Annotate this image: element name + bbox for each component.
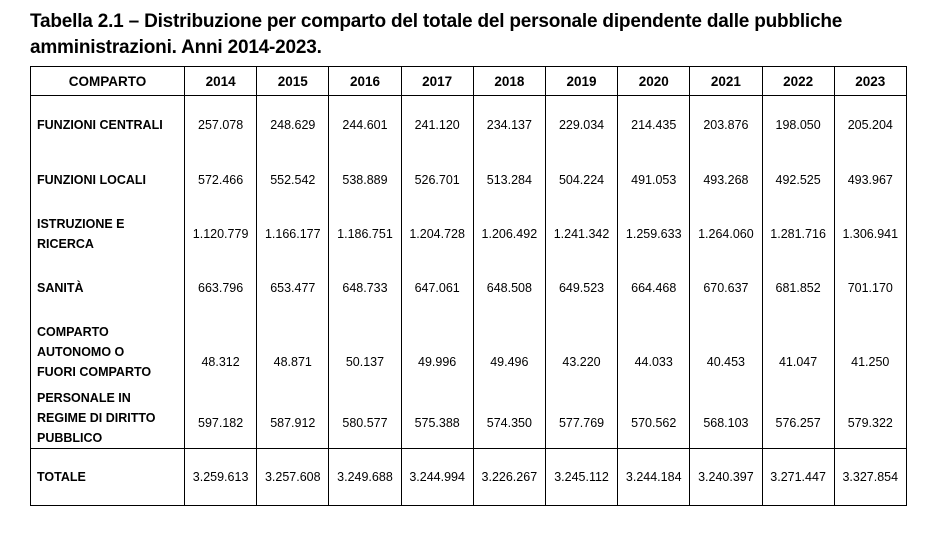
row-sanita: [31, 262, 907, 314]
row-label: [31, 262, 185, 314]
table-cell: 248.629: [257, 96, 329, 154]
row-istruzione-ricerca: [31, 206, 907, 262]
table-cell: 234.137: [473, 96, 545, 154]
table-cell: 670.637: [690, 262, 762, 314]
header-row: [31, 67, 907, 96]
row-label-line: FUORI COMPARTO: [37, 365, 152, 379]
column-header-year: 2018: [473, 67, 545, 96]
table-cell: 663.796: [185, 262, 257, 314]
row-funzioni-locali: [31, 154, 907, 206]
table-cell: 597.182: [185, 388, 257, 449]
table-cell: 491.053: [618, 154, 690, 206]
row-label: [31, 314, 185, 388]
table-cell: 1.281.716: [762, 206, 834, 262]
table-cell: 701.170: [834, 262, 906, 314]
table-cell: 580.577: [329, 388, 401, 449]
table-cell: 40.453: [690, 314, 762, 388]
row-label: [31, 154, 185, 206]
row-label-line: SANITÀ: [37, 280, 84, 295]
row-label-line: AUTONOMO O: [37, 345, 125, 359]
total-cell: 3.240.397: [690, 448, 762, 505]
table-title: Tabella 2.1 – Distribuzione per comparto del totale del personale dipendente dalle pubbliche amministrazioni. Anni 2014-2023.: [30, 11, 843, 58]
table-cell: 568.103: [690, 388, 762, 449]
table-cell: 1.206.492: [473, 206, 545, 262]
total-cell: 3.259.613: [185, 448, 257, 505]
total-cell: 3.226.267: [473, 448, 545, 505]
table-cell: 587.912: [257, 388, 329, 449]
total-cell: 3.244.994: [401, 448, 473, 505]
table-cell: 538.889: [329, 154, 401, 206]
column-header-year: 2020: [618, 67, 690, 96]
table-cell: 50.137: [329, 314, 401, 388]
row-personale-diritto-pubblico: [31, 388, 907, 449]
row-totale: [31, 448, 907, 505]
table-cell: 44.033: [618, 314, 690, 388]
table-cell: 513.284: [473, 154, 545, 206]
row-label-line: RICERCA: [37, 236, 94, 251]
table-cell: 49.996: [401, 314, 473, 388]
column-header-year: 2019: [545, 67, 617, 96]
table-cell: 579.322: [834, 388, 906, 449]
table-cell: 214.435: [618, 96, 690, 154]
column-header-year: 2017: [401, 67, 473, 96]
row-label-line: PUBBLICO: [37, 430, 103, 445]
table-cell: 203.876: [690, 96, 762, 154]
table-cell: 526.701: [401, 154, 473, 206]
table-cell: 572.466: [185, 154, 257, 206]
table-cell: 648.733: [329, 262, 401, 314]
table-cell: 43.220: [545, 314, 617, 388]
table-cell: 664.468: [618, 262, 690, 314]
table-cell: 198.050: [762, 96, 834, 154]
total-cell: 3.327.854: [834, 448, 906, 505]
total-label: TOTALE: [31, 448, 185, 505]
table-cell: 647.061: [401, 262, 473, 314]
column-header-year: 2022: [762, 67, 834, 96]
row-label: [31, 206, 185, 262]
table-cell: 1.186.751: [329, 206, 401, 262]
table-cell: 1.264.060: [690, 206, 762, 262]
column-header-comparto: COMPARTO: [31, 67, 185, 96]
table-cell: 649.523: [545, 262, 617, 314]
table-cell: 681.852: [762, 262, 834, 314]
table-cell: 41.250: [834, 314, 906, 388]
column-header-year: 2014: [185, 67, 257, 96]
table-cell: 1.166.177: [257, 206, 329, 262]
row-label-line: PERSONALE IN: [37, 390, 131, 405]
total-cell: 3.257.608: [257, 448, 329, 505]
table-cell: 576.257: [762, 388, 834, 449]
table-cell: 1.306.941: [834, 206, 906, 262]
table-cell: 493.268: [690, 154, 762, 206]
table-cell: 41.047: [762, 314, 834, 388]
table-cell: 49.496: [473, 314, 545, 388]
table-cell: 244.601: [329, 96, 401, 154]
row-label-line: COMPARTO: [37, 325, 109, 339]
row-label-line: FUNZIONI CENTRALI: [37, 117, 163, 132]
row-label-line: ISTRUZIONE E: [37, 216, 125, 231]
table-cell: 257.078: [185, 96, 257, 154]
row-comparto-autonomo: [31, 314, 907, 388]
table-cell: 493.967: [834, 154, 906, 206]
table-cell: 570.562: [618, 388, 690, 449]
table-cell: 48.871: [257, 314, 329, 388]
table-cell: 504.224: [545, 154, 617, 206]
total-cell: 3.245.112: [545, 448, 617, 505]
row-label-line: FUNZIONI LOCALI: [37, 172, 147, 187]
personnel-table: [30, 66, 907, 506]
total-cell: 3.244.184: [618, 448, 690, 505]
table-cell: 205.204: [834, 96, 906, 154]
table-cell: 48.312: [185, 314, 257, 388]
row-label: [31, 96, 185, 154]
row-label: [31, 388, 185, 449]
table-cell: 1.259.633: [618, 206, 690, 262]
table-cell: 574.350: [473, 388, 545, 449]
table-cell: 552.542: [257, 154, 329, 206]
row-label-line: REGIME DI DIRITTO: [37, 410, 156, 425]
total-cell: 3.271.447: [762, 448, 834, 505]
column-header-year: 2021: [690, 67, 762, 96]
table-cell: 575.388: [401, 388, 473, 449]
table-cell: 241.120: [401, 96, 473, 154]
table-cell: 1.120.779: [185, 206, 257, 262]
column-header-year: 2016: [329, 67, 401, 96]
table-cell: 1.204.728: [401, 206, 473, 262]
table-cell: 492.525: [762, 154, 834, 206]
row-funzioni-centrali: [31, 96, 907, 154]
column-header-year: 2015: [257, 67, 329, 96]
column-header-year: 2023: [834, 67, 906, 96]
table-cell: 1.241.342: [545, 206, 617, 262]
total-cell: 3.249.688: [329, 448, 401, 505]
table-cell: 653.477: [257, 262, 329, 314]
table-cell: 577.769: [545, 388, 617, 449]
table-cell: 229.034: [545, 96, 617, 154]
table-cell: 648.508: [473, 262, 545, 314]
